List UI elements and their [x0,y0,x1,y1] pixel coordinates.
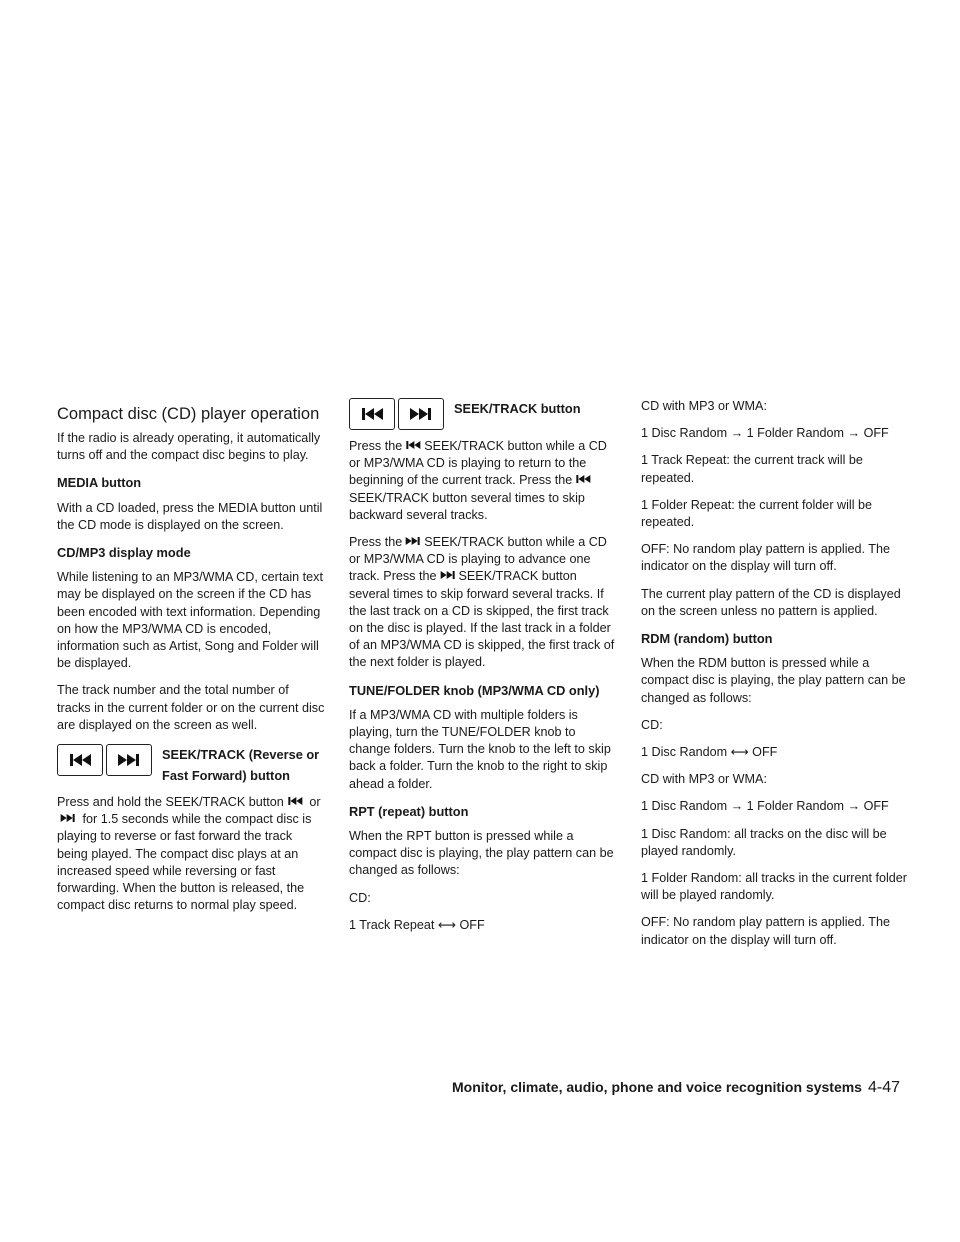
intro-paragraph: If the radio is already operating, it automatically turns off and the compact disc begins to play. [57,431,321,463]
random-cd-sequence: 1 Disc Random ⟷ OFF [641,745,778,760]
seek-forward-icon [405,535,421,547]
seek-forward-icon [60,812,76,824]
tune-folder-paragraph: If a MP3/WMA CD with multiple folders is playing, turn the TUNE/FOLDER knob to change folders. Turn the knob to the left to skip back a folder. Turn the knob to the right to skip ahead a folder. [349,707,611,791]
seek-forward-icon [409,406,433,422]
reverse-paragraph: Press the SEEK/TRACK button while a CD or MP3/WMA CD is playing to return to the beginning of the current track. Press the SEEK/TRACK button several times to skip backward several tracks. [349,439,607,522]
seek-reverse-icon [287,795,303,807]
seek-forward-icon [440,569,456,581]
seek-reverse-icon [575,473,591,485]
random-mp3-sequence: 1 Disc Random → 1 Folder Random → OFF [641,799,889,814]
seek-track-heading [349,398,617,430]
tune-folder-heading: TUNE/FOLDER knob (MP3/WMA CD only) [349,682,600,698]
random-cd-label: CD: [641,717,663,732]
folder-repeat-paragraph: 1 Folder Repeat: the current folder will be repeated. [641,497,873,530]
seek-track-heading [57,744,325,786]
random-heading: RDM (random) button [641,631,773,647]
random-off-paragraph: OFF: No random play pattern is applied. The indicator on the display will turn off. [641,915,890,947]
seek-forward-button-illustration [106,744,152,776]
media-paragraph: With a CD loaded, press the MEDIA button until the CD mode is displayed on the screen. [57,500,323,532]
hold-paragraph: Press and hold the SEEK/TRACK button or for 1.5 seconds while the compact disc is playing to reverse or fast forward the track being played. The compact disc plays at an increased speed while reversing or fast forwarding. When the button is released, the compact disc returns to normal play speed. [57,795,321,913]
footer-section-title: Monitor, climate, audio, phone and voice recognition systems [452,1079,862,1095]
seek-reverse-button-illustration [57,744,103,776]
seek-track-label: SEEK/TRACK button [454,401,581,416]
page-number: 4-47 [867,1079,900,1096]
seek-reverse-icon [68,752,92,768]
repeat-cd-label: CD: [349,890,371,905]
random-mp3-label: CD with MP3 or WMA: [641,772,767,787]
disc-random-paragraph: 1 Disc Random: all tracks on the disc will be played randomly. [641,826,887,858]
page-footer [452,1079,900,1097]
forward-paragraph: Press the SEEK/TRACK button while a CD or MP3/WMA CD is playing to advance one track. Press the SEEK/TRACK button several times to skip forward several tracks. If the last track on a CD is skipped, the first track on the disc is played. If the last track in a folder of an MP3/WMA CD is skipped, the first track of the next folder is played. [349,535,615,670]
repeat-off-paragraph: OFF: No random play pattern is applied. The indicator on the display will turn off. [641,542,890,574]
display-mode-heading: CD/MP3 display mode [57,545,191,561]
section-title: Compact disc (CD) player operation [57,405,320,423]
repeat-cd-sequence: 1 Track Repeat ⟷ OFF [349,917,485,932]
display-mode-paragraph: While listening to an MP3/WMA CD, certain text may be displayed on the screen if the CD has been encoded with text information. Depending on how the MP3/WMA CD is encoded, information such as Artist, Song and Folder will be displayed. [57,570,323,671]
tracks-paragraph: The track number and the total number of tracks in the current folder or on the current disc are displayed on the screen as well. [57,683,325,732]
seek-forward-button-illustration [398,398,444,430]
column-1 [57,398,325,924]
seek-track-label: SEEK/TRACK (Reverse or Fast Forward) button [162,747,320,784]
column-2 [349,398,617,944]
repeat-paragraph: When the RPT button is pressed while a compact disc is playing, the play pattern can be changed as follows: [349,829,614,878]
repeat-mp3-label: CD with MP3 or WMA: [641,399,767,413]
repeat-mp3-sequence: 1 Disc Random → 1 Folder Random → OFF [641,426,889,441]
random-paragraph: When the RDM button is pressed while a compact disc is playing, the play pattern can be changed as follows: [641,656,906,705]
repeat-heading: RPT (repeat) button [349,803,469,819]
media-heading: MEDIA button [57,475,142,491]
current-pattern-paragraph: The current play pattern of the CD is displayed on the screen unless no pattern is applied. [641,586,901,618]
seek-reverse-icon [405,439,421,451]
seek-reverse-button-illustration [349,398,395,430]
seek-forward-icon [117,752,141,768]
seek-reverse-icon [360,406,384,422]
track-repeat-paragraph: 1 Track Repeat: the current track will be repeated. [641,453,863,485]
folder-random-paragraph: 1 Folder Random: all tracks in the current folder will be played randomly. [641,871,907,903]
column-3 [641,398,909,959]
